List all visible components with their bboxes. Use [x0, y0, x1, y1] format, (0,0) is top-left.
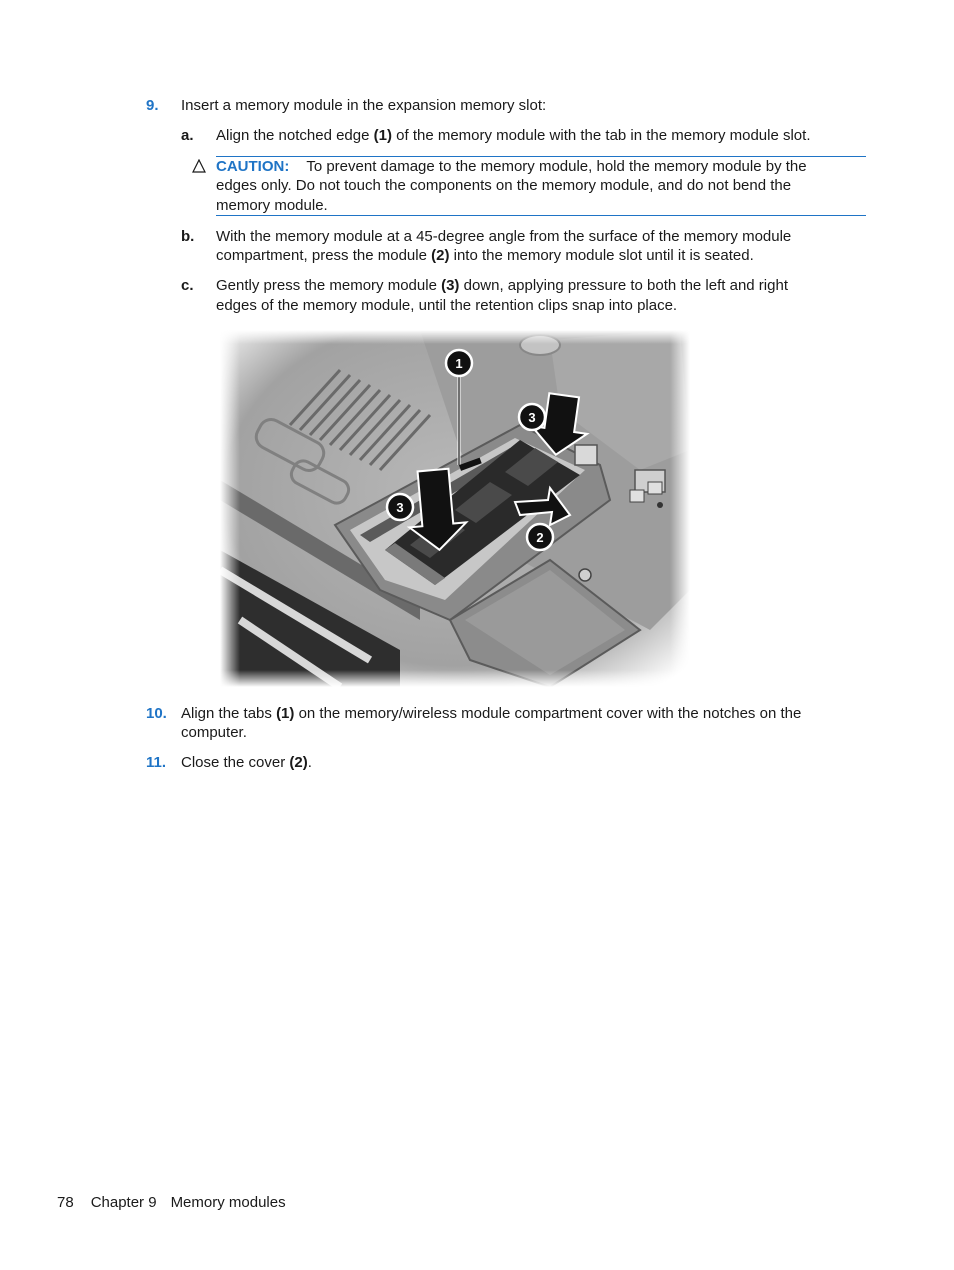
caution-line-2: edges only. Do not touch the components on the memory module, and do not bend the	[216, 177, 792, 194]
callout-2-label: 2	[536, 530, 544, 545]
step-11-text: Close the cover (2).	[181, 754, 312, 771]
substep-a-letter: a.	[181, 127, 194, 144]
page-number: 78	[57, 1194, 74, 1211]
step-9-number: 9.	[146, 97, 159, 114]
substep-a-text: Align the notched edge (1) of the memory module with the tab in the memory module slot.	[216, 127, 811, 144]
memory-module-illustration	[220, 330, 690, 687]
substep-c-line-1: Gently press the memory module (3) down, applying pressure to both the left and right	[216, 277, 788, 294]
page-footer	[57, 1193, 286, 1213]
step-10-number: 10.	[146, 705, 167, 722]
substep-c-letter: c.	[181, 277, 194, 294]
footer-section: Memory modules	[170, 1194, 286, 1211]
callout-3-label-left: 3	[396, 500, 404, 515]
caution-line-3: memory module.	[216, 197, 328, 214]
step-11-number: 11.	[146, 754, 167, 771]
caution-line-1: CAUTION: To prevent damage to the memory module, hold the memory module by the	[216, 158, 807, 175]
step-9-text: Insert a memory module in the expansion memory slot:	[181, 97, 547, 114]
substep-b-letter: b.	[181, 228, 195, 245]
substep-b-line-1: With the memory module at a 45-degree angle from the surface of the memory module	[216, 228, 792, 245]
substep-c-line-2: edges of the memory module, until the retention clips snap into place.	[216, 297, 678, 314]
footer-chapter: Chapter 9	[90, 1194, 157, 1211]
callout-1-label: 1	[455, 356, 463, 371]
substep-b-line-2: compartment, press the module (2) into the memory module slot until it is seated.	[216, 247, 754, 264]
caution-triangle-icon	[192, 159, 206, 173]
callout-3-label-right: 3	[528, 410, 536, 425]
caution-bottom-rule	[216, 215, 866, 216]
step-10-line-1: Align the tabs (1) on the memory/wireless module compartment cover with the notches on the	[181, 705, 802, 722]
caution-label: CAUTION:	[216, 158, 290, 175]
step-10-line-2: computer.	[181, 724, 247, 741]
